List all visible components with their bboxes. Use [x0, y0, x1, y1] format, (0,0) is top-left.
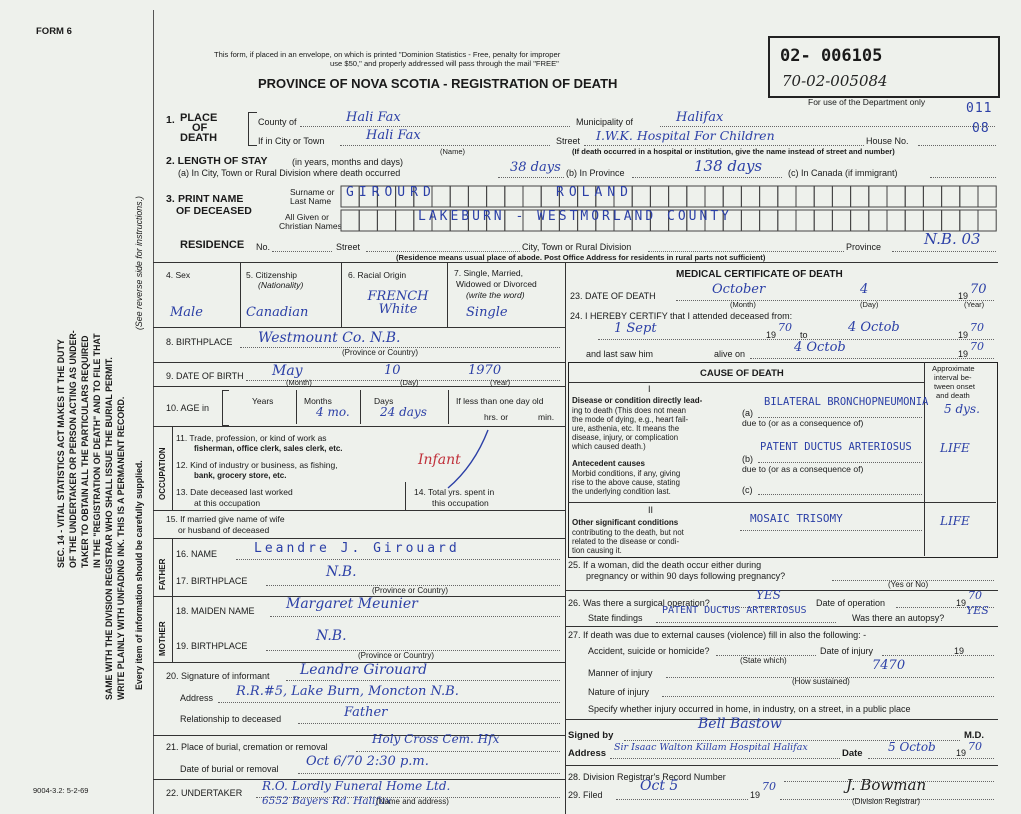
doctor-address-line	[610, 758, 840, 759]
given-label-1: All Given or	[285, 212, 329, 222]
filed-label: 29. Filed	[568, 790, 603, 800]
informant-address-label: Address	[180, 693, 214, 703]
due-to-a: due to (or as a consequence of)	[742, 418, 864, 428]
cause-b-line	[758, 462, 922, 463]
father-name-line	[236, 559, 560, 560]
other-conditions-label: Other significant conditions	[572, 518, 679, 527]
antecedent-label: Antecedent causes	[572, 459, 645, 468]
side-text-8: (See reverse side for instructions.)	[134, 196, 144, 330]
findings-line	[656, 622, 836, 623]
occ-14a: 14. Total yrs. spent in	[414, 487, 495, 497]
house-line	[918, 145, 996, 146]
death-date-line	[676, 300, 994, 301]
residence-city-label: City, Town or Rural Division	[522, 242, 632, 252]
place-label-2: OF	[192, 122, 208, 134]
attend-to-value: 4 Octob	[848, 320, 900, 335]
medical-title: MEDICAL CERTIFICATE OF DEATH	[676, 269, 843, 280]
attend-from-year: 70	[778, 321, 792, 334]
signed-by-value: Bell Bastow	[698, 716, 782, 732]
manner-code: 7470	[872, 658, 906, 673]
cause-c-line	[758, 494, 922, 495]
interval-label-4: and death	[936, 391, 970, 400]
doctor-address-label: Address	[568, 748, 607, 759]
form-title: PROVINCE OF NOVA SCOTIA - REGISTRATION OF DEATH	[258, 76, 618, 91]
age-months-label: Months	[304, 396, 332, 406]
mother-name-value: Margaret Meunier	[286, 596, 418, 612]
age-label: 10. AGE in	[166, 403, 210, 413]
last-seen-prefix: 19	[958, 349, 969, 359]
attend-to-prefix: 19	[958, 330, 969, 340]
dept-code-2: 08	[972, 121, 990, 136]
burial-place-label: 21. Place of burial, cremation or removal	[166, 742, 328, 752]
interval-divider	[924, 362, 925, 556]
findings-label: State findings	[588, 613, 643, 623]
informant-address-line	[218, 702, 560, 703]
cause-b-value: PATENT DUCTUS ARTERIOSUS	[760, 441, 912, 453]
disease-label: Disease or condition directly lead-	[572, 396, 703, 405]
burial-place-value: Holy Cross Cem. Hfx	[372, 732, 500, 746]
grid-v-father	[172, 538, 173, 596]
cause-title: CAUSE OF DEATH	[700, 368, 784, 379]
md-label: M.D.	[964, 730, 985, 741]
rule-26	[565, 626, 998, 627]
attend-to-label: to	[800, 330, 808, 340]
city-value: Hali Fax	[366, 128, 421, 143]
grid-v-occ	[172, 426, 173, 510]
occupation-value: Infant	[418, 452, 461, 468]
death-day-value: 4	[860, 282, 869, 297]
relationship-value: Father	[344, 705, 388, 720]
other-l4: tion causing it.	[572, 546, 622, 555]
stay-c-label: (c) In Canada (if immigrant)	[788, 168, 898, 178]
stay-b-value: 138 days	[694, 157, 763, 175]
grid-v-14	[405, 482, 406, 510]
external-causes-label: 27. If death was due to external causes (violence) fill in also the following: -	[568, 630, 867, 640]
autopsy-label: Was there an autopsy?	[852, 613, 945, 623]
disease-l6: which caused death.)	[572, 442, 646, 451]
marital-value: Single	[466, 305, 508, 320]
filed-prefix: 19	[750, 790, 761, 800]
burial-date-value: Oct 6/70 2:30 p.m.	[306, 754, 429, 769]
residence-no-label: No.	[256, 242, 271, 252]
attend-from-value: 1 Sept	[614, 321, 657, 336]
grid-h5	[153, 510, 565, 511]
burial-date-label: Date of burial or removal	[180, 764, 279, 774]
interval-ii-value: LIFE	[940, 514, 970, 528]
dob-day: 10	[384, 363, 401, 378]
death-month-value: October	[712, 282, 766, 297]
last-seen-year: 70	[970, 340, 984, 353]
registrar-signature: J. Bowman	[846, 776, 927, 794]
street-value: I.W.K. Hospital For Children	[596, 128, 775, 143]
side-text-1: SEC. 14 - VITAL STATISTICS ACT MAKES IT THE DUTY	[56, 339, 66, 568]
signed-date-value: 5 Octob	[888, 740, 936, 754]
residence-street-line	[366, 251, 520, 252]
nature-label: Nature of injury	[588, 687, 650, 697]
registrar-caption: (Division Registrar)	[852, 797, 921, 806]
stay-label: 2. LENGTH OF STAY	[166, 155, 268, 167]
side-text-6: WRITE PLAINLY WITH UNFADING INK. THIS IS A PERMANENT RECORD.	[116, 396, 126, 700]
antecedent-l2: Morbid conditions, if any, giving	[572, 469, 681, 478]
given-label-2: Christian Names	[279, 221, 342, 231]
father-side-label: FATHER	[158, 558, 167, 590]
dob-month-caption: (Month)	[286, 378, 312, 387]
cause-a-value: BILATERAL BRONCHOPNEUMONIA	[764, 396, 929, 408]
mail-notice-2: use $50," and properly addressed will pass through the mail "FREE"	[330, 59, 559, 68]
mother-name-line	[270, 616, 560, 617]
grid-v3	[447, 262, 448, 327]
house-label: House No.	[866, 136, 909, 146]
attend-from-prefix: 19	[766, 330, 777, 340]
side-text-2: OF THE UNDERTAKER OR PERSON ACTING AS UNDER-	[68, 330, 78, 568]
death-year-caption: (Year)	[964, 300, 985, 309]
father-name-label: 16. NAME	[176, 549, 218, 559]
relationship-line	[298, 723, 560, 724]
residence-street-label: Street	[336, 242, 361, 252]
street-line	[584, 145, 864, 146]
interval-label-3: tween onset	[934, 382, 975, 391]
dept-code-1: 011	[966, 101, 993, 116]
death-year-value: 70	[970, 282, 987, 297]
surname-label-1: Surname or	[290, 187, 335, 197]
stay-c-line	[930, 177, 996, 178]
signed-date-line	[868, 758, 994, 759]
name-letter-grid	[340, 184, 1000, 232]
mother-name-label: 18. MAIDEN NAME	[176, 606, 255, 616]
father-bp-label: 17. BIRTHPLACE	[176, 576, 248, 586]
due-to-b: due to (or as a consequence of)	[742, 464, 864, 474]
disease-l2: ing to death (This does not mean	[572, 406, 686, 415]
interval-label-1: Approximate	[932, 364, 975, 373]
interval-a-value: 5 dys.	[944, 402, 980, 416]
racial-value: FRENCH White	[367, 289, 429, 317]
filed-value: Oct 5	[640, 778, 679, 794]
municipality-line	[660, 126, 995, 127]
residence-province-value: N.B. 03	[924, 230, 981, 248]
nature-line	[662, 696, 994, 697]
surgery-value: YES	[756, 588, 781, 602]
rule-signed	[565, 765, 998, 766]
occ-13a: 13. Date deceased last worked	[176, 487, 293, 497]
occ-11a: 11. Trade, profession, or kind of work as	[176, 433, 327, 443]
county-label: County of	[258, 117, 297, 127]
municipality-label: Municipality of	[576, 117, 634, 127]
cause-title-rule	[568, 382, 924, 383]
occ-12a: 12. Kind of industry or business, as fishing,	[176, 460, 338, 470]
death-month-caption: (Month)	[730, 300, 756, 309]
residence-no-line	[272, 251, 332, 252]
undertaker-label: 22. UNDERTAKER	[166, 788, 243, 798]
undertaker-value: R.O. Lordly Funeral Home Ltd.	[262, 779, 451, 793]
grid-v2	[341, 262, 342, 327]
certify-label: 24. I HEREBY CERTIFY that I attended deceased from:	[570, 311, 793, 321]
mother-bp-label: 19. BIRTHPLACE	[176, 641, 248, 651]
form-id: FORM 6	[36, 26, 72, 37]
side-text-7: Every item of information should be carefully supplied.	[134, 460, 144, 690]
findings-value: PATENT DUCTUS ARTERIOSUS	[662, 605, 807, 616]
municipality-value: Halifax	[676, 110, 724, 125]
dob-day-caption: (Day)	[400, 378, 419, 387]
mother-bp-sub: (Province or Country)	[358, 651, 435, 660]
last-seen-line	[750, 358, 994, 359]
disease-l4: ure, asthenia, etc. It means the	[572, 424, 680, 433]
age-sep-2	[360, 390, 361, 424]
cause-ii-rule	[568, 502, 996, 503]
antecedent-l4: the underlying condition last.	[572, 487, 671, 496]
cause-ii-line	[740, 530, 922, 531]
rule-main	[153, 262, 998, 263]
other-l3: related to the disease or condi-	[572, 537, 680, 546]
street-label: Street	[556, 136, 581, 146]
op-date-label: Date of operation	[816, 598, 886, 608]
antecedent-l3: rise to the above cause, stating	[572, 478, 680, 487]
burial-date-line	[298, 773, 560, 774]
father-bp-sub: (Province or Country)	[372, 586, 449, 595]
birthplace-label: 8. BIRTHPLACE	[166, 337, 233, 347]
dob-year: 1970	[468, 363, 502, 378]
last-seen-value: 4 Octob	[794, 340, 846, 355]
occ-11b: fisherman, office clerk, sales clerk, etc.	[194, 444, 343, 453]
death-day-caption: (Day)	[860, 300, 879, 309]
age-years-label: Years	[252, 396, 274, 406]
residence-province-line	[892, 251, 996, 252]
occ-15a: 15. If married give name of wife	[166, 514, 285, 524]
surgery-label: 26. Was there a surgical operation?	[568, 598, 710, 608]
grid-h4	[153, 426, 565, 427]
mother-bp-value: N.B.	[316, 628, 347, 644]
marital-label-1: 7. Single, Married,	[454, 268, 523, 278]
mother-side-label: MOTHER	[158, 621, 167, 656]
occupation-check-stroke	[440, 426, 500, 496]
signed-year-value: 70	[968, 740, 982, 753]
dob-year-caption: (Year)	[490, 378, 511, 387]
age-days-label: Days	[374, 396, 394, 406]
age-bracket	[222, 390, 229, 426]
yes-no-caption: (Yes or No)	[888, 580, 929, 589]
last-seen-label: and last saw him	[586, 349, 654, 359]
age-months-value: 4 mo.	[316, 405, 350, 419]
undertaker-address: 6552 Bayers Rd. Halifax	[262, 795, 392, 807]
surname-value: GIROURD	[346, 185, 436, 200]
hospital-note: (If death occurred in a hospital or institution, give the name instead of street and number)	[572, 147, 895, 156]
injury-date-line	[882, 655, 994, 656]
grid-h2	[153, 362, 565, 363]
county-value: Hali Fax	[346, 110, 401, 125]
specify-label: Specify whether injury occurred in home, in industry, on a street, in a public place	[588, 704, 911, 714]
pregnancy-label-2: pregnancy or within 90 days following pregnancy?	[586, 571, 786, 581]
birthplace-value: Westmount Co. N.B.	[258, 330, 401, 346]
grid-h6	[153, 538, 565, 539]
father-name-value: Leandre J. Girouard	[254, 541, 460, 556]
registration-number: 02- 006105	[780, 46, 883, 66]
filed-year: 70	[762, 780, 776, 793]
marital-label-2: Widowed or Divorced	[456, 279, 537, 289]
signed-by-label: Signed by	[568, 730, 614, 741]
grid-v1	[240, 262, 241, 327]
how-sustained-caption: (How sustained)	[792, 677, 850, 686]
autopsy-value: YES	[966, 604, 989, 617]
burial-place-line	[356, 751, 560, 752]
injury-date-label: Date of injury	[820, 646, 874, 656]
stay-sub: (in years, months and days)	[292, 157, 404, 167]
residence-province-label: Province	[846, 242, 882, 252]
father-bp-value: N.B.	[326, 564, 357, 580]
cause-c-label: (c)	[742, 485, 753, 495]
occ-12b: bank, grocery store, etc.	[194, 471, 287, 480]
citizenship-sub: (Nationality)	[258, 280, 304, 290]
residence-city-line	[648, 251, 844, 252]
age-sep-3	[448, 390, 449, 424]
op-date-prefix: 19	[956, 598, 967, 608]
sex-value: Male	[170, 305, 203, 320]
disease-l3: the mode of dying, e.g., heart fail-	[572, 415, 689, 424]
informant-address: R.R.#5, Lake Burn, Moncton N.B.	[236, 684, 459, 699]
birthplace-sub: (Province or Country)	[342, 348, 419, 357]
racial-label: 6. Racial Origin	[348, 270, 407, 280]
stay-a-line	[498, 177, 564, 178]
city-name-caption: (Name)	[440, 147, 466, 156]
side-text-5: SAME WITH THE DIVISION REGISTRAR WHO SHALL ISSUE THE BURIAL PERMIT.	[104, 357, 114, 700]
name-num: 3.	[166, 193, 175, 205]
residence-note: (Residence means usual place of abode. Post Office Address for residents in rural parts not sufficient)	[396, 253, 766, 262]
age-sep-1	[296, 390, 297, 424]
occ-15b: or husband of deceased	[178, 525, 270, 535]
occ-13b: at this occupation	[194, 498, 261, 508]
county-line	[300, 126, 570, 127]
residence-handwritten: LAKEBURN - WESTMORLAND COUNTY	[418, 209, 732, 224]
occupation-side-label: OCCUPATION	[158, 447, 167, 500]
side-text-3: TAKER TO OBTAIN ALL THE PARTICULARS REQUIRED	[80, 335, 90, 568]
death-year-prefix: 19	[958, 291, 969, 301]
stay-a-label: (a) In City, Town or Rural Division where death occurred	[178, 168, 401, 178]
stay-b-label: (b) In Province	[566, 168, 625, 178]
citizenship-value: Canadian	[246, 305, 309, 320]
dept-use-label: For use of the Department only	[808, 97, 926, 107]
grid-h9	[153, 735, 565, 736]
interval-b-value: LIFE	[940, 441, 970, 455]
residence-label: RESIDENCE	[180, 239, 245, 251]
age-hrs-label: hrs. or	[484, 412, 509, 422]
age-min-label: min.	[538, 412, 555, 422]
pregnancy-label-1: 25. If a woman, did the death occur either during	[568, 560, 762, 570]
given-name-value: ROLAND	[556, 185, 633, 200]
column-divider	[565, 262, 566, 814]
injury-date-prefix: 19	[954, 646, 965, 656]
doctor-address-value: Sir Isaac Walton Killam Hospital Halifax	[614, 742, 808, 753]
margin-line	[153, 10, 154, 814]
registration-number-box	[768, 36, 1000, 98]
place-num: 1.	[166, 114, 175, 126]
age-lessday-label: If less than one day old	[456, 396, 544, 406]
interval-label-2: interval be-	[934, 373, 972, 382]
relationship-label: Relationship to deceased	[180, 714, 282, 724]
manner-label: Manner of injury	[588, 668, 653, 678]
attend-to-year: 70	[970, 321, 984, 334]
grid-h1	[153, 327, 565, 328]
death-date-label: 23. DATE OF DEATH	[570, 291, 656, 301]
other-l2: contributing to the death, but not	[572, 528, 684, 537]
surname-label-2: Last Name	[290, 196, 332, 206]
age-days-value: 24 days	[380, 405, 427, 419]
cause-ii-value: MOSAIC TRISOMY	[750, 512, 843, 525]
registration-number-handwritten: 70-02-005084	[782, 72, 888, 90]
signed-date-label: Date	[842, 748, 863, 759]
occ-14b: this occupation	[432, 498, 489, 508]
cause-b-label: (b)	[742, 454, 753, 464]
disease-l5: disease, injury, or complication	[572, 433, 679, 442]
op-date-year: 70	[968, 589, 982, 602]
sex-label: 4. Sex	[166, 270, 191, 280]
city-line	[340, 145, 550, 146]
city-label: If in City or Town	[258, 136, 325, 146]
place-label-3: DEATH	[180, 132, 218, 144]
stay-b-line	[632, 177, 782, 178]
mail-notice-1: This form, if placed in an envelope, on which is printed "Dominion Statistics - Free, penalty for improper	[214, 50, 561, 59]
informant-line	[286, 680, 560, 681]
place-bracket	[248, 112, 257, 146]
name-label-1: PRINT NAME	[178, 193, 244, 205]
undertaker-sub: (Name and address)	[376, 797, 449, 806]
alive-label: alive on	[714, 349, 746, 359]
roman-i: I	[648, 384, 651, 394]
state-which-caption: (State which)	[740, 656, 787, 665]
cause-a-label: (a)	[742, 408, 753, 418]
filed-line	[616, 799, 748, 800]
form-code: 9004-3.2: 5-2-69	[33, 786, 89, 795]
roman-ii: II	[648, 505, 654, 515]
signed-date-prefix: 19	[956, 748, 967, 758]
informant-label: 20. Signature of informant	[166, 671, 270, 681]
grid-v-mother	[172, 596, 173, 662]
rule-25	[565, 590, 998, 591]
place-label-1: PLACE	[180, 112, 218, 124]
informant-signature: Leandre Girouard	[300, 662, 428, 678]
dob-month: May	[272, 363, 303, 379]
marital-label-3: (write the word)	[466, 290, 525, 300]
record-number-label: 28. Division Registrar's Record Number	[568, 772, 726, 782]
accident-label: Accident, suicide or homicide?	[588, 646, 710, 656]
name-label-2: OF DECEASED	[176, 205, 252, 217]
side-text-4: IN THE "REGISTRATION OF DEATH" AND TO FILE THAT	[92, 333, 102, 568]
citizenship-label: 5. Citizenship	[246, 270, 298, 280]
stay-a-value: 38 days	[510, 160, 561, 175]
dob-label: 9. DATE OF BIRTH	[166, 371, 244, 381]
